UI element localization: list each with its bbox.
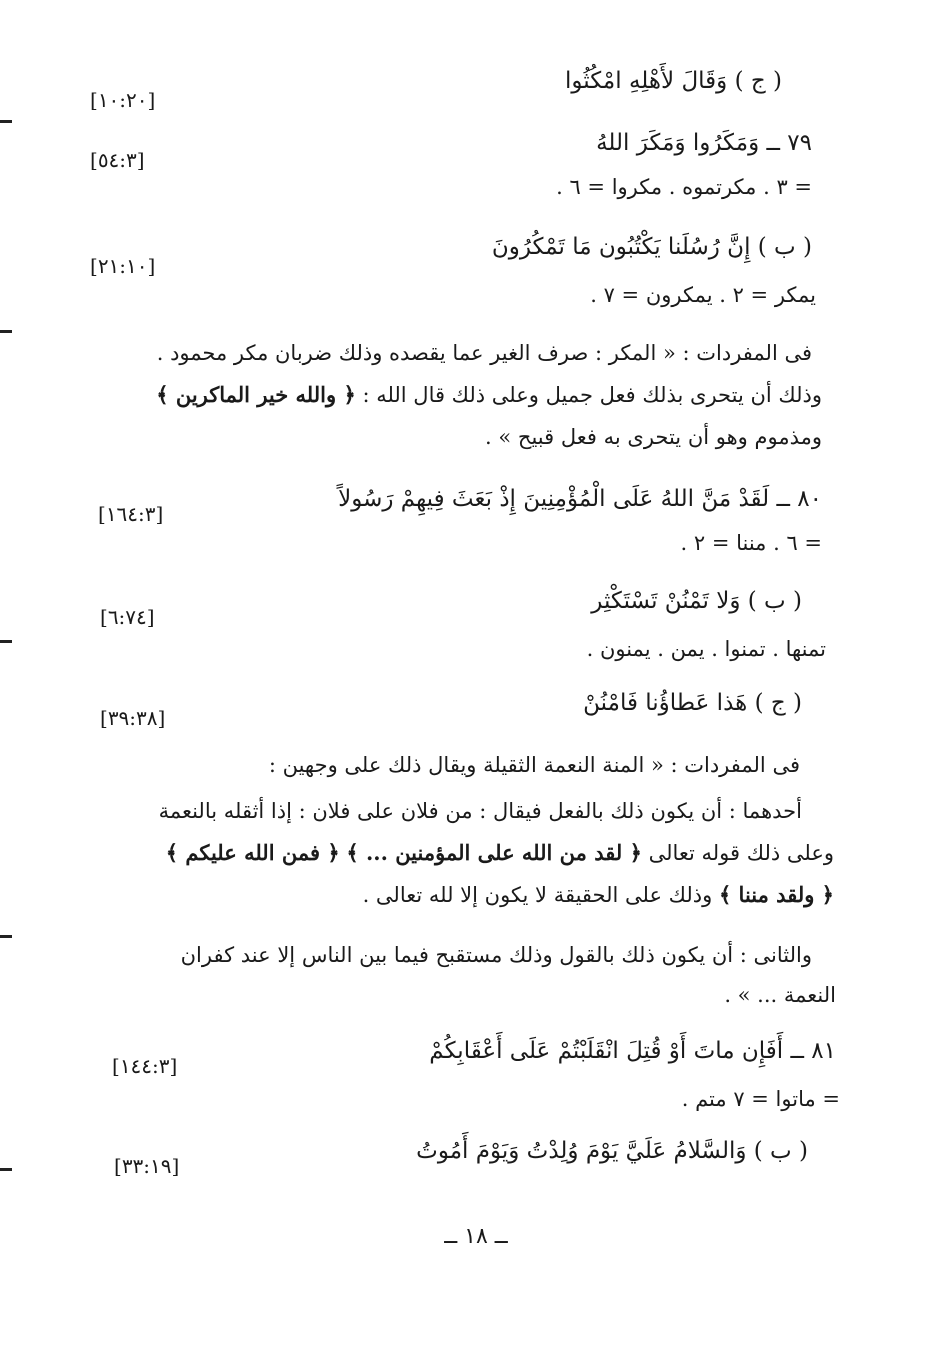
word-count-line: = ٦ . مننا = ٢ . xyxy=(680,531,822,555)
mufradat-text: أحدهما : أن يكون ذلك بالفعل فيقال : من فلان على فلان : إذا أثقله بالنعمة xyxy=(158,799,802,823)
verse-line: ( ج ) وَقَالَ لأَهْلِهِ امْكُثُوا xyxy=(565,68,782,94)
verse-line: ( ج ) هَذا عَطاؤُنا فَامْنُنْ xyxy=(583,690,802,716)
verse-line: ( ب ) إِنَّ رُسُلَنا يَكْتُبُون مَا تَمْكُرُونَ xyxy=(491,234,812,260)
mufradat-text: النعمة ... » . xyxy=(724,983,836,1007)
verse-line: ٨١ ــ أَفَإِن ماتَ أَوْ قُتِلَ انْقَلَبْتُمْ عَلَى أَعْقَابِكُمْ xyxy=(429,1038,836,1064)
scan-mark xyxy=(0,120,12,123)
mufradat-text xyxy=(156,380,822,410)
verse-reference: [٢١:١٠] xyxy=(90,254,156,278)
verse-reference: [٥٤:٣] xyxy=(90,148,145,172)
verse-reference: [٦:٧٤] xyxy=(100,605,155,629)
verse-line: ( ب ) وَالسَّلامُ عَلَيَّ يَوْمَ وُلِدْتُ وَيَوْمَ أَمُوتُ xyxy=(416,1138,808,1164)
word-count-line: يمكر = ٢ . يمكرون = ٧ . xyxy=(590,283,816,307)
mufradat-text-part: وعلى ذلك قوله تعالى xyxy=(648,841,834,865)
verse-line: ٧٩ ــ وَمَكَرُوا وَمَكَرَ اللهُ xyxy=(596,130,812,156)
page-number: ــ ١٨ ــ xyxy=(444,1224,508,1249)
mufradat-text xyxy=(166,838,834,868)
quran-quote: ﴿ فمن الله عليكم ﴾ xyxy=(165,840,340,865)
mufradat-text-part: وذلك على الحقيقة لا يكون إلا لله تعالى . xyxy=(362,883,713,907)
mufradat-text: ومذموم وهو أن يتحرى به فعل قبيح » . xyxy=(485,425,822,449)
verse-reference: [٣٩:٣٨] xyxy=(100,706,166,730)
verse-reference: [١٤٤:٣] xyxy=(112,1054,178,1078)
mufradat-text: فى المفردات : « المنة النعمة الثقيلة ويقال ذلك على وجهين : xyxy=(268,753,800,777)
word-count-line: = ٣ . مكرتموه . مكروا = ٦ . xyxy=(556,175,812,199)
mufradat-text-part: وذلك أن يتحرى بذلك فعل جميل وعلى ذلك قال الله : xyxy=(362,383,822,407)
mufradat-text: فى المفردات : « المكر : صرف الغير عما يقصده وذلك ضربان مكر محمود . xyxy=(156,341,812,365)
word-count-line: = ماتوا = ٧ متم . xyxy=(681,1087,840,1111)
scan-mark xyxy=(0,640,12,643)
quran-quote: ﴿ لقد من الله على المؤمنين ... ﴾ xyxy=(346,840,642,865)
verse-line: ٨٠ ــ لَقَدْ مَنَّ اللهُ عَلَى الْمُؤْمِنِينَ إِذْ بَعَثَ فِيهِمْ رَسُولاً xyxy=(338,486,822,512)
quran-quote: ﴿ والله خير الماكرين ﴾ xyxy=(156,382,356,407)
mufradat-text: والثانى : أن يكون ذلك بالقول وذلك مستقبح فيما بين الناس إلا عند كفران xyxy=(180,943,812,967)
verse-reference: [١٠:٢٠] xyxy=(90,88,156,112)
quran-quote: ﴿ ولقد مننا ﴾ xyxy=(718,882,834,907)
scan-mark xyxy=(0,935,12,938)
verse-reference: [٣٣:١٩] xyxy=(114,1154,180,1178)
verse-reference: [١٦٤:٣] xyxy=(98,502,164,526)
word-count-line: تمنها . تمنوا . يمن . يمنون . xyxy=(586,637,826,661)
scan-mark xyxy=(0,330,12,333)
verse-line: ( ب ) وَلا تَمْنُنْ تَسْتَكْثِر xyxy=(591,588,802,614)
mufradat-text xyxy=(363,880,834,910)
scan-mark xyxy=(0,1168,12,1171)
